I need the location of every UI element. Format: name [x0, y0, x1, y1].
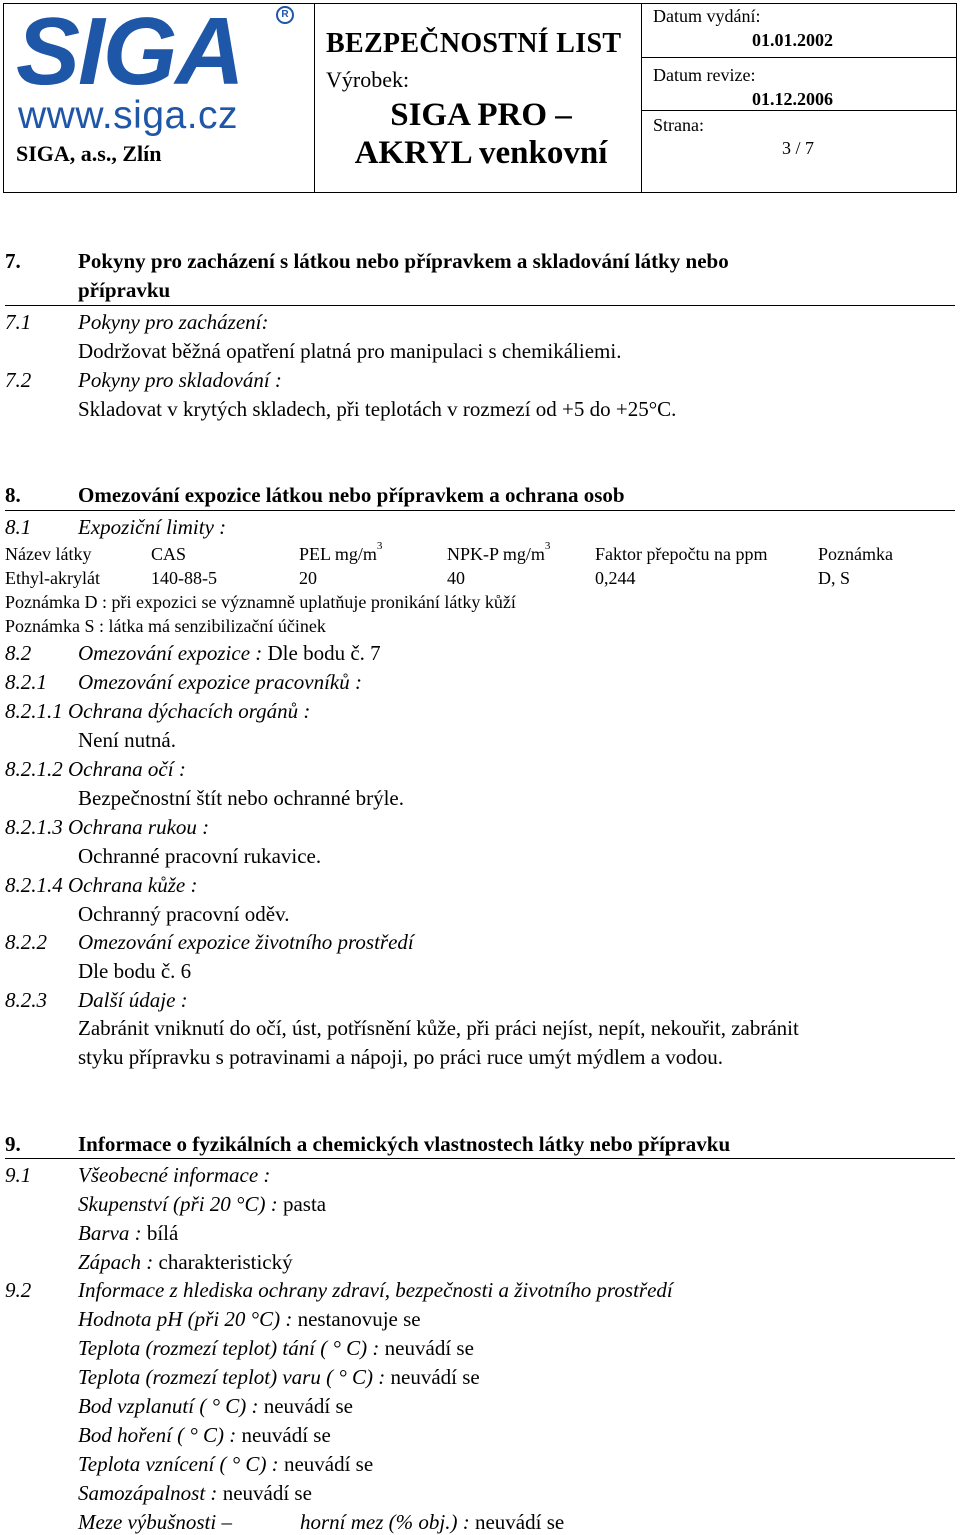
property-label: Bod vzplanutí ( ° C) :: [78, 1394, 259, 1418]
section-number: 9.1: [5, 1163, 32, 1187]
subsection-text: Dle bodu č. 7: [267, 641, 381, 665]
subsection-title: Omezování expozice pracovníků :: [78, 670, 362, 694]
page-label: Strana:: [653, 115, 704, 135]
section-8-title: Omezování expozice látkou nebo přípravkem a ochrana osob: [78, 483, 625, 507]
subsection-title: Expoziční limity :: [78, 515, 227, 539]
section-number: 8.2.3: [5, 988, 47, 1012]
property-label: Teplota vznícení ( ° C) :: [78, 1452, 279, 1476]
subsection-text: Ochranný pracovní oděv.: [78, 902, 290, 926]
subsection-title: 8.2.1.2 Ochrana očí :: [5, 757, 186, 781]
property-value: bílá: [146, 1221, 179, 1245]
section-rule: [5, 510, 955, 511]
subsection-title: Pokyny pro skladování :: [78, 368, 282, 392]
subsection-text: styku přípravku s potravinami a nápoji, po práci ruce umýt mýdlem a vodou.: [78, 1045, 724, 1069]
property-row: [78, 1194, 326, 1215]
property-label: Teplota (rozmezí teplot) tání ( ° C) :: [78, 1336, 380, 1360]
table-header: CAS: [151, 544, 187, 564]
superscript: 3: [544, 540, 551, 552]
section-9-number: 9.: [5, 1132, 21, 1156]
subsection-title: 8.2.1.1 Ochrana dýchacích orgánů :: [5, 699, 311, 723]
property-row: [78, 1338, 474, 1359]
section-rule: [5, 1158, 955, 1159]
property-value: neuvádí se: [241, 1423, 331, 1447]
section-7-title: přípravku: [78, 278, 171, 302]
property-label: Skupenství (při 20 °C) :: [78, 1192, 278, 1216]
note-d: Poznámka D : při expozici se významně uplatňuje pronikání látky kůží: [5, 592, 516, 612]
property-row: [78, 1483, 312, 1504]
subsection-title: Pokyny pro zacházení:: [78, 310, 269, 334]
property-value: neuvádí se: [474, 1510, 565, 1534]
subsection-text: Bezpečnostní štít nebo ochranné brýle.: [78, 786, 404, 810]
property-label: Barva :: [78, 1221, 142, 1245]
subsection-text: Ochranné pracovní rukavice.: [78, 844, 322, 868]
product-name-line: SIGA PRO –: [390, 97, 572, 133]
property-value: neuvádí se: [283, 1452, 374, 1476]
property-label: Samozápalnost :: [78, 1481, 218, 1505]
section-number: 8.2: [5, 641, 32, 665]
table-header: [299, 540, 383, 564]
revision-date-label: Datum revize:: [653, 65, 756, 85]
table-header: [447, 540, 551, 564]
page-number: 3 / 7: [782, 138, 815, 158]
superscript: 3: [376, 540, 383, 552]
subsection-title: Další údaje :: [78, 988, 188, 1012]
section-number: 7.2: [5, 368, 32, 392]
header-divider: [641, 4, 642, 192]
table-header: Poznámka: [818, 544, 893, 564]
section-7-title: Pokyny pro zacházení s látkou nebo přípravkem a skladování látky nebo: [78, 249, 729, 273]
subsection-title: Omezování expozice životního prostředí: [78, 930, 414, 954]
property-row: [78, 1396, 353, 1417]
subsection-title: Omezování expozice :: [78, 641, 263, 665]
subsection-title: Všeobecné informace :: [78, 1163, 271, 1187]
property-value: charakteristický: [158, 1250, 293, 1274]
table-cell: 0,244: [595, 568, 636, 588]
property-label: Bod hoření ( ° C) :: [78, 1423, 237, 1447]
property-value: nestanovuje se: [297, 1307, 421, 1331]
property-row: [300, 1512, 564, 1533]
header-divider: [314, 4, 315, 192]
property-row: [78, 1223, 178, 1244]
section-number: 8.1: [5, 515, 32, 539]
document-header: [3, 0, 957, 193]
property-label: Teplota (rozmezí teplot) varu ( ° C) :: [78, 1365, 386, 1389]
section-number: 8.2.2: [5, 930, 47, 954]
subsection-text: Dodržovat běžná opatření platná pro manipulaci s chemikáliemi.: [78, 339, 622, 363]
section-8-number: 8.: [5, 483, 21, 507]
company-name: SIGA, a.s., Zlín: [16, 141, 162, 166]
subsection-text: Skladovat v krytých skladech, při teplotách v rozmezí od +5 do +25°C.: [78, 397, 677, 421]
issue-date-label: Datum vydání:: [653, 6, 761, 26]
property-row: [78, 1454, 373, 1475]
table-header: Název látky: [5, 544, 92, 564]
table-cell: Ethyl-akrylát: [5, 568, 100, 588]
product-name-line: AKRYL venkovní: [354, 135, 608, 171]
registered-icon: R: [276, 6, 294, 24]
product-name: [326, 96, 636, 172]
note-s: Poznámka S : látka má senzibilizační účinek: [5, 616, 326, 636]
section-7-number: 7.: [5, 249, 21, 273]
property-row: [78, 1425, 331, 1446]
property-value: neuvádí se: [390, 1365, 480, 1389]
subsection-title: Informace z hlediska ochrany zdraví, bezpečnosti a životního prostředí: [78, 1278, 673, 1302]
property-label: Hodnota pH (při 20 °C) :: [78, 1307, 293, 1331]
table-header-text: PEL mg/m: [299, 544, 377, 564]
property-value: neuvádí se: [263, 1394, 353, 1418]
subsection-text: Dle bodu č. 6: [78, 959, 192, 983]
property-value: pasta: [282, 1192, 327, 1216]
table-header-text: NPK-P mg/m: [447, 544, 545, 564]
property-value: neuvádí se: [222, 1481, 312, 1505]
subsection-title: 8.2.1.3 Ochrana rukou :: [5, 815, 210, 839]
section-number: 9.2: [5, 1278, 32, 1302]
subsection-text: Není nutná.: [78, 728, 176, 752]
property-label: horní mez (% obj.) :: [300, 1510, 470, 1534]
subsection-title: 8.2.1.4 Ochrana kůže :: [5, 873, 198, 897]
product-label: Výrobek:: [326, 67, 410, 92]
section-number: 7.1: [5, 310, 32, 334]
issue-date: 01.01.2002: [752, 30, 833, 50]
property-row: [78, 1252, 293, 1273]
revision-date: 01.12.2006: [752, 89, 833, 109]
table-cell: D, S: [818, 568, 851, 588]
property-row: [78, 1309, 421, 1330]
table-cell: 20: [299, 568, 317, 588]
property-label: Zápach :: [78, 1250, 154, 1274]
header-divider: [641, 110, 956, 111]
section-number: 8.2.1: [5, 670, 47, 694]
header-divider: [641, 57, 956, 58]
table-header: Faktor přepočtu na ppm: [595, 544, 768, 564]
table-cell: 40: [447, 568, 465, 588]
section-rule: [5, 305, 955, 306]
table-cell: 140-88-5: [151, 568, 217, 588]
subsection-text: Zabránit vniknutí do očí, úst, potřísnění kůže, při práci nejíst, nepít, nekouřit, zabránit: [78, 1016, 799, 1040]
explosive-limits-label: Meze výbušnosti –: [78, 1510, 232, 1534]
logo-url: www.siga.cz: [18, 94, 239, 137]
subsection-line: [78, 643, 381, 664]
property-value: neuvádí se: [384, 1336, 474, 1360]
property-row: [78, 1367, 480, 1388]
document-title: BEZPEČNOSTNÍ LIST: [326, 28, 622, 59]
section-9-title: Informace o fyzikálních a chemických vlastnostech látky nebo přípravku: [78, 1132, 731, 1156]
siga-logo: SIGA: [16, 0, 243, 105]
